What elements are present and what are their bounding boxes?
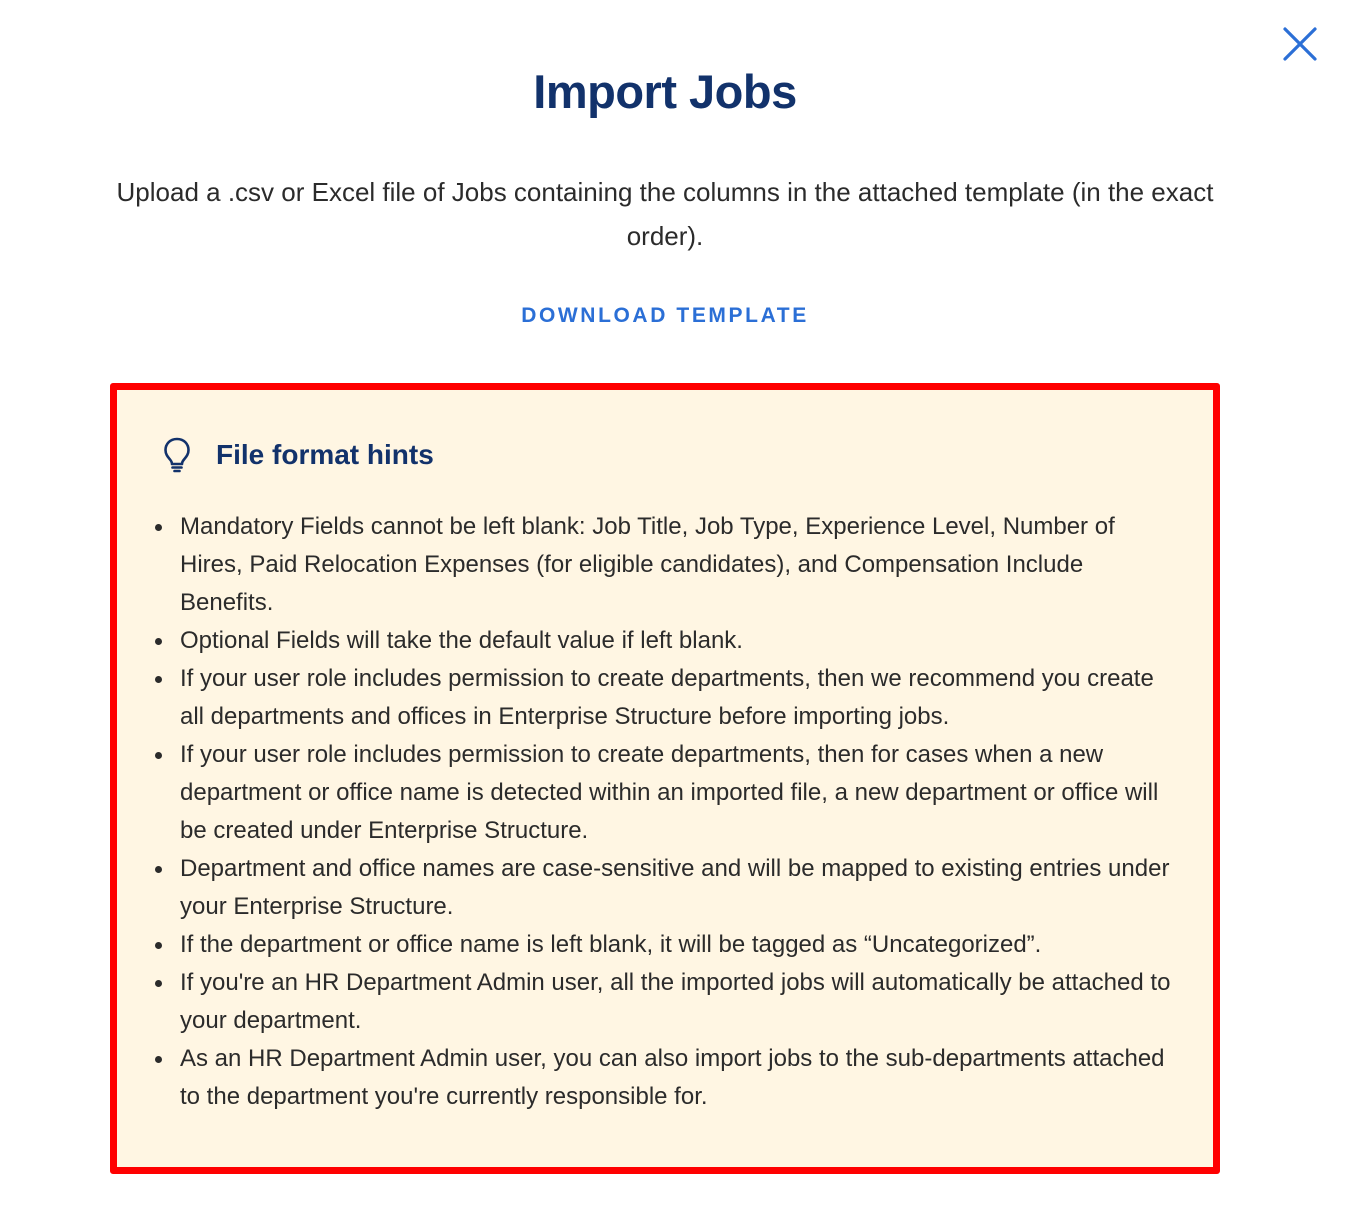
list-item: If you're an HR Department Admin user, all the imported jobs will automatically be attached to your department. — [180, 964, 1180, 1040]
list-item: As an HR Department Admin user, you can also import jobs to the sub-departments attached to the department you're currently responsible for. — [180, 1040, 1180, 1116]
list-item: Department and office names are case-sensitive and will be mapped to existing entries under your Enterprise Structure. — [180, 850, 1180, 926]
hints-title: File format hints — [216, 439, 434, 470]
close-button[interactable] — [1280, 26, 1320, 62]
lightbulb-icon — [162, 436, 192, 474]
list-item: If the department or office name is left blank, it will be tagged as “Uncategorized”. — [180, 926, 1180, 964]
list-item: Optional Fields will take the default value if left blank. — [180, 622, 1180, 660]
file-format-hints-panel — [110, 383, 1220, 1174]
close-icon — [1282, 26, 1318, 62]
hints-header — [162, 436, 434, 474]
list-item: If your user role includes permission to create departments, then we recommend you create all departments and offices in Enterprise Structure before importing jobs. — [180, 660, 1180, 736]
list-item: Mandatory Fields cannot be left blank: Job Title, Job Type, Experience Level, Number of Hires, Paid Relocation Expenses (for eligible candidates), and Compensation Include Benefits. — [180, 508, 1180, 622]
download-template-button[interactable]: DOWNLOAD TEMPLATE — [521, 304, 809, 327]
instructions-text: Upload a .csv or Excel file of Jobs containing the columns in the attached template (in the exact order). — [116, 177, 1214, 251]
hints-list — [180, 508, 1180, 1116]
list-item: If your user role includes permission to create departments, then for cases when a new department or office name is detected within an imported file, a new department or office will be created under Enterprise Structure. — [180, 736, 1180, 850]
page-title: Import Jobs — [533, 65, 797, 118]
